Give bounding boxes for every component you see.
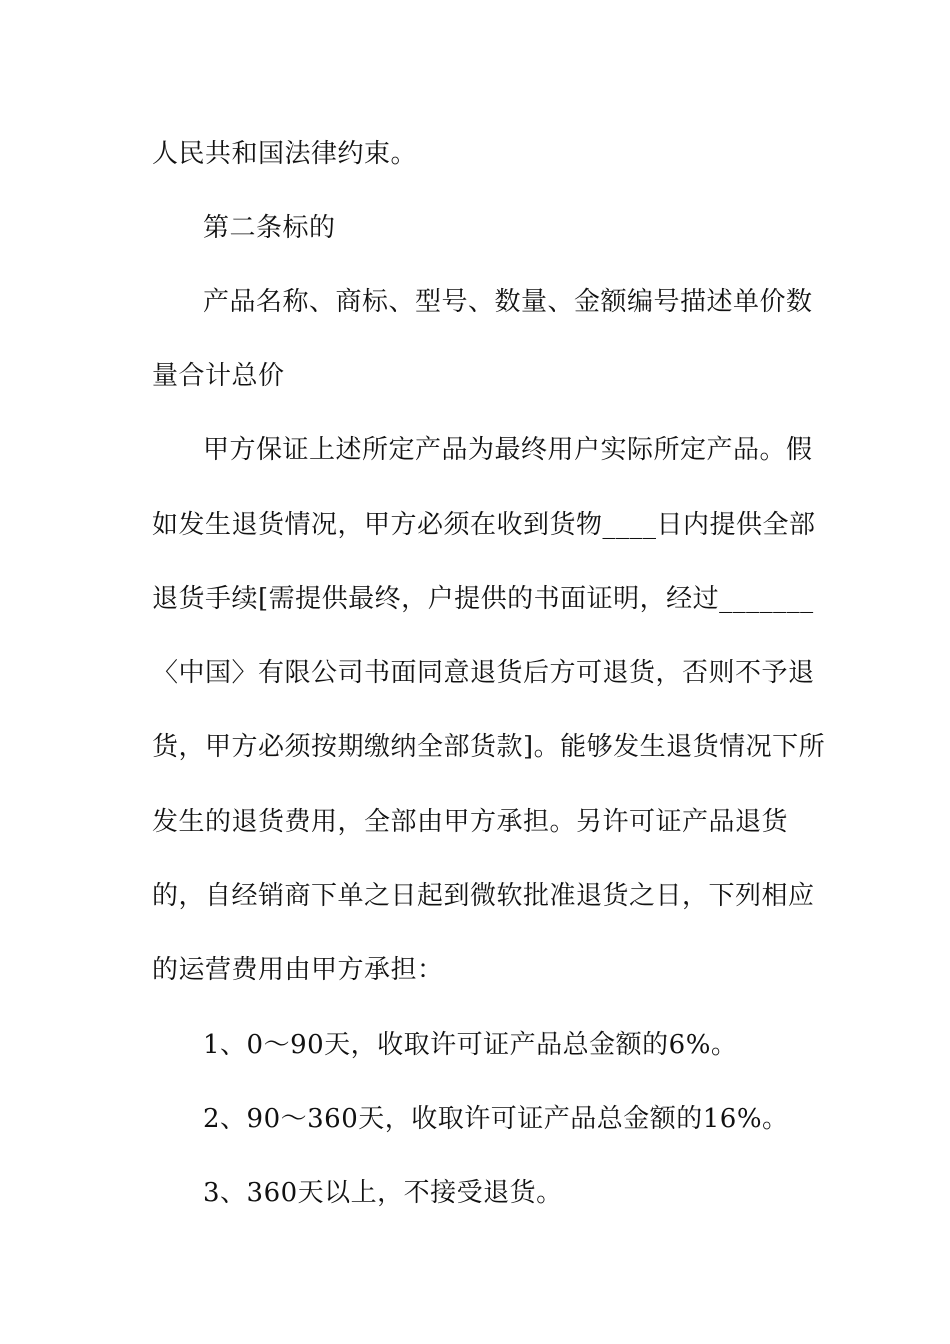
text-line: 退货手续[需提供最终，户提供的书面证明，经过_______ (152, 584, 814, 614)
text-line: 的运营费用由甲方承担： (152, 955, 444, 985)
list-item: 1、0～90天，收取许可证产品总金额的6%。 (203, 1030, 738, 1060)
text-line: 甲方保证上述所定产品为最终用户实际所定产品。假 (203, 435, 813, 465)
text-line: 人民共和国法律约束。 (152, 139, 418, 169)
text-line: 如发生退货情况，甲方必须在收到货物____日内提供全部 (152, 510, 816, 540)
text-line: 货，甲方必须按期缴纳全部货款]。能够发生退货情况下所 (152, 732, 826, 762)
text-line: 发生的退货费用，全部由甲方承担。另许可证产品退货 (152, 807, 789, 837)
text-line: 的，自经销商下单之日起到微软批准退货之日，下列相应 (152, 881, 815, 911)
list-item: 2、90～360天，收取许可证产品总金额的16%。 (203, 1104, 789, 1134)
text-line: 产品名称、商标、型号、数量、金额编号描述单价数 (203, 287, 813, 317)
section-heading: 第二条标的 (203, 213, 336, 243)
list-item: 3、360天以上，不接受退货。 (203, 1178, 563, 1208)
text-line: 〈中国〉有限公司书面同意退货后方可退货，否则不予退 (152, 658, 815, 688)
text-line: 量合计总价 (152, 361, 285, 391)
